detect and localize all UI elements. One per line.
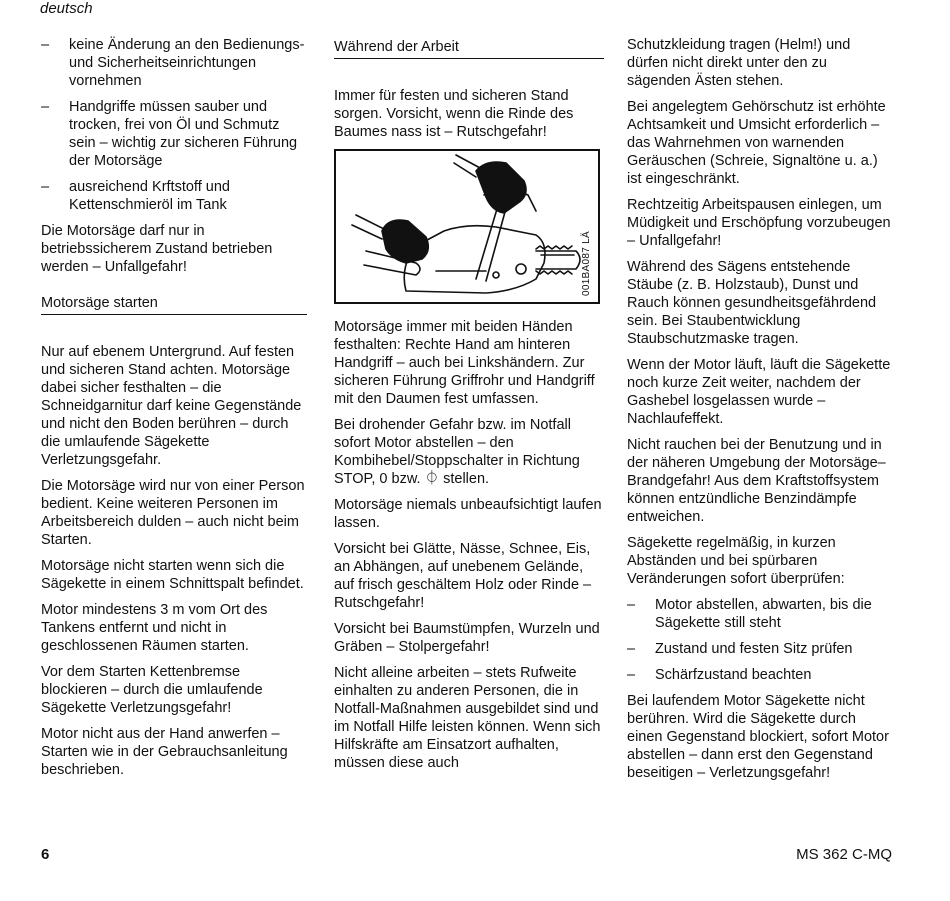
paragraph: Immer für festen und sicheren Stand sorgen. Vorsicht, wenn die Rinde des Baumes nass ist – Rutschgefahr! — [334, 88, 574, 140]
section-heading: Motorsäge starten — [41, 294, 307, 315]
paragraph: Vorsicht bei Glätte, Nässe, Schnee, Eis, an Abhängen, auf unebenem Gelände, auf frisch geschältem Holz oder Rinde – Rutschgefahr! — [334, 541, 592, 611]
paragraph: Bei laufendem Motor Sägekette nicht berühren. Wird die Sägekette durch einen Gegenstand blockiert, sofort Motor abstellen – dann erst den Gegenstand beseitigen – Verletzungsgefahr! — [627, 693, 889, 781]
paragraph: Vor dem Starten Kettenbremse blockieren – durch die umlaufende Sägekette Verletzungsgefahr! — [41, 664, 263, 716]
paragraph: Nicht rauchen bei der Benutzung und in der näheren Umgebung der Motorsäge–Brandgefahr! Aus dem Kraftstoffsystem können entzündliche Benzindämpfe entweichen. — [627, 437, 886, 525]
column-1 — [41, 36, 307, 787]
paragraph: Motor mindestens 3 m vom Ort des Tankens entfernt und nicht in geschlossenen Räumen starten. — [41, 602, 268, 654]
paragraph: Motorsäge niemals unbeaufsichtigt laufen lassen. — [334, 497, 602, 531]
list-item: – Handgriffe müssen sauber und trocken, frei von Öl und Schmutz sein – wichtig zur sicheren Führung der Motorsäge — [41, 99, 298, 169]
paragraph: Nicht alleine arbeiten – stets Rufweite einhalten zu anderen Personen, die in Notfall-Maßnahmen ausgebildet sind und im Notfall Hilfe leisten können. Wenn sich Hilfskräfte am Einsatzort aufhalten, müssen diese auch — [334, 665, 601, 771]
paragraph: Bei angelegtem Gehörschutz ist erhöhte Achtsamkeit und Umsicht erforderlich – das Wahrnehmen von warnenden Geräuschen (Schreie, Signaltöne u. a.) ist eingeschränkt. — [627, 99, 886, 187]
paragraph: Die Motorsäge darf nur in betriebssicherem Zustand betrieben werden – Unfallgefahr! — [41, 223, 273, 275]
language-label: deutsch — [40, 0, 93, 17]
paragraph: Nur auf ebenem Untergrund. Auf festen und sicheren Stand achten. Motorsäge dabei sicher festhalten – die Schneidgarnitur darf keine Gegenstände und nicht den Boden berühren – durch die umlaufende Sägekette Verletzungsgefahr. — [41, 344, 302, 468]
paragraph: Bei drohender Gefahr bzw. im Notfall sofort Motor abstellen – den Kombihebel/Stoppschalter in Richtung STOP, 0 bzw. ⏀ stellen. — [334, 417, 580, 487]
paragraph: Motorsäge immer mit beiden Händen festhalten: Rechte Hand am hinteren Handgriff – auch bei Linkshändern. Zur sicheren Führung Griffrohr und Handgriff mit den Daumen fest umfassen. — [334, 319, 595, 407]
paragraph: Vorsicht bei Baumstümpfen, Wurzeln und Gräben – Stolpergefahr! — [334, 621, 600, 655]
paragraph: Motorsäge nicht starten wenn sich die Sägekette in einem Schnittspalt befindet. — [41, 558, 304, 592]
paragraph: Sägekette regelmäßig, in kurzen Abständen und bei spürbaren Veränderungen sofort überprüfen: — [627, 535, 845, 587]
paragraph: Während des Sägens entstehende Stäube (z. B. Holzstaub), Dunst und Rauch können gesundheitsgefährdend sein. Bei Staubentwicklung Staubschutzmaske tragen. — [627, 259, 877, 347]
list-item: – Zustand und festen Sitz prüfen — [627, 641, 853, 657]
paragraph: Schutzkleidung tragen (Helm!) und dürfen nicht direkt unter den zu sägenden Ästen stehen. — [627, 37, 851, 89]
chainsaw-illustration — [334, 149, 600, 304]
column-3 — [627, 36, 893, 790]
paragraph: Wenn der Motor läuft, läuft die Sägekette noch kurze Zeit weiter, nachdem der Gashebel losgelassen wurde – Nachlaufeffekt. — [627, 357, 891, 427]
list-item: – Schärfzustand beachten — [627, 667, 812, 683]
figure-code: 001BA087 LÄ — [581, 230, 592, 296]
page-number: 6 — [41, 846, 50, 863]
paragraph: Rechtzeitig Arbeitspausen einlegen, um Müdigkeit und Erschöpfung vorzubeugen – Unfallgefahr! — [627, 197, 891, 249]
paragraph: Die Motorsäge wird nur von einer Person bedient. Keine weiteren Personen im Arbeitsbereich dulden – auch nicht beim Starten. — [41, 478, 305, 548]
list-item: – ausreichend Krftstoff und Kettenschmieröl im Tank — [41, 179, 230, 213]
paragraph: Motor nicht aus der Hand anwerfen – Starten wie in der Gebrauchsanleitung beschrieben. — [41, 726, 288, 778]
model-name: MS 362 C-MQ — [796, 846, 892, 863]
list-item: – Motor abstellen, abwarten, bis die Sägekette still steht — [627, 597, 872, 631]
column-2 — [334, 36, 604, 780]
stop-symbol-icon: ⏀ — [424, 471, 440, 487]
list-item: – keine Änderung an den Bedienungs- und Sicherheitseinrichtungen vornehmen — [41, 37, 305, 89]
section-heading: Während der Arbeit — [334, 38, 604, 59]
chainsaw-drawing — [336, 151, 598, 302]
